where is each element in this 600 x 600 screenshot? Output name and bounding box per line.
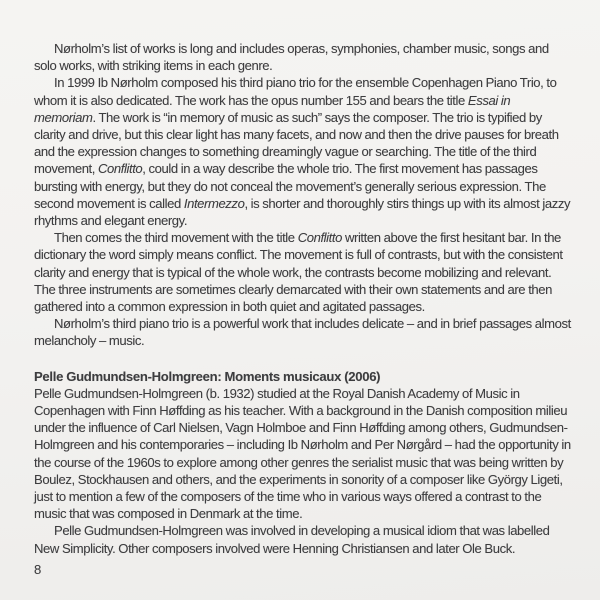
movement-title-conflitto: Conflitto (98, 161, 143, 177)
paragraph-powerful-work (34, 315, 571, 349)
text-run: Pelle Gudmundsen-Holmgreen (b. 1932) studied at the Royal Danish Academy of Music in Copenhagen with Finn Høffding as his teacher. With a background in the Danish composition milieu under the influence of Carl Nielsen, Vagn Holmboe and Finn Høffding among others, Gudmundsen-Holmgreen and his contemporaries – including Ib Nørholm and Per Nørgård – had the opportunity in the course of the 1960s to explore among other genres the serialist music that was being written by Boulez, Stockhausen and others, and the experiments in sonority of a composer like György Ligeti, just to mention a few of the composers of the time who in various ways offered a contrast to the music that was composed in Denmark at the time. (34, 385, 571, 522)
work-title-essai-in-memoriam: Essai in memoriam (34, 92, 511, 125)
text-run: Then comes the third movement with the title (54, 230, 298, 246)
text-run: , could in a way describe the whole trio. The first movement has passages bursting with energy, but they do not conceal the movement’s generally serious expression. The second movement is called (34, 161, 546, 211)
section-heading-gudmundsen: Pelle Gudmundsen-Holmgreen: Moments musicaux (2006) (34, 368, 381, 384)
text-run: written above the first hesitant bar. In the dictionary the word simply means conflict. The movement is full of contrasts, but with the consistent clarity and energy that is typical of the whole work, the contrasts become mobilizing and relevant. The three instruments are sometimes clearly demarcated with their own statements and are then gathered into a common expression in both quiet and agitated passages. (34, 230, 563, 315)
paragraph-new-simplicity (34, 522, 571, 556)
text-column (34, 40, 571, 578)
text-run: , is shorter and thoroughly stirs things up with its almost jazzy rhythms and elegant energy. (34, 195, 571, 229)
text-run: . The work is “in memory of music as such” says the composer. The trio is typified by clarity and drive, but this clear light has many facets, and now and then the drive pauses for breath and the expression changes to something dreamingly vague or searching. The title of the third movement, (34, 109, 559, 177)
paragraph-norholm-works (34, 40, 571, 74)
paragraph-third-piano-trio (34, 74, 571, 229)
text-run: Nørholm’s third piano trio is a powerful work that includes delicate – and in brief passages almost melancholy – music. (34, 316, 571, 349)
paragraph-conflitto-movement (34, 229, 571, 315)
text-run: Pelle Gudmundsen-Holmgreen was involved in developing a musical idiom that was labelled New Simplicity. Other composers involved were Henning Christiansen and later Ole Buck. (34, 523, 550, 556)
text-run: Nørholm’s list of works is long and includes operas, symphonies, chamber music, songs and solo works, with striking items in each genre. (34, 41, 549, 74)
movement-title-conflitto: Conflitto (297, 230, 342, 246)
page-number: 8 (34, 561, 41, 577)
movement-title-intermezzo: Intermezzo (183, 195, 245, 211)
paragraph-gudmundsen-bio (34, 385, 571, 523)
text-run: In 1999 Ib Nørholm composed his third piano trio for the ensemble Copenhagen Piano Trio, to whom it is also dedicated. The work has the opus number 155 and bears the title (34, 75, 557, 108)
